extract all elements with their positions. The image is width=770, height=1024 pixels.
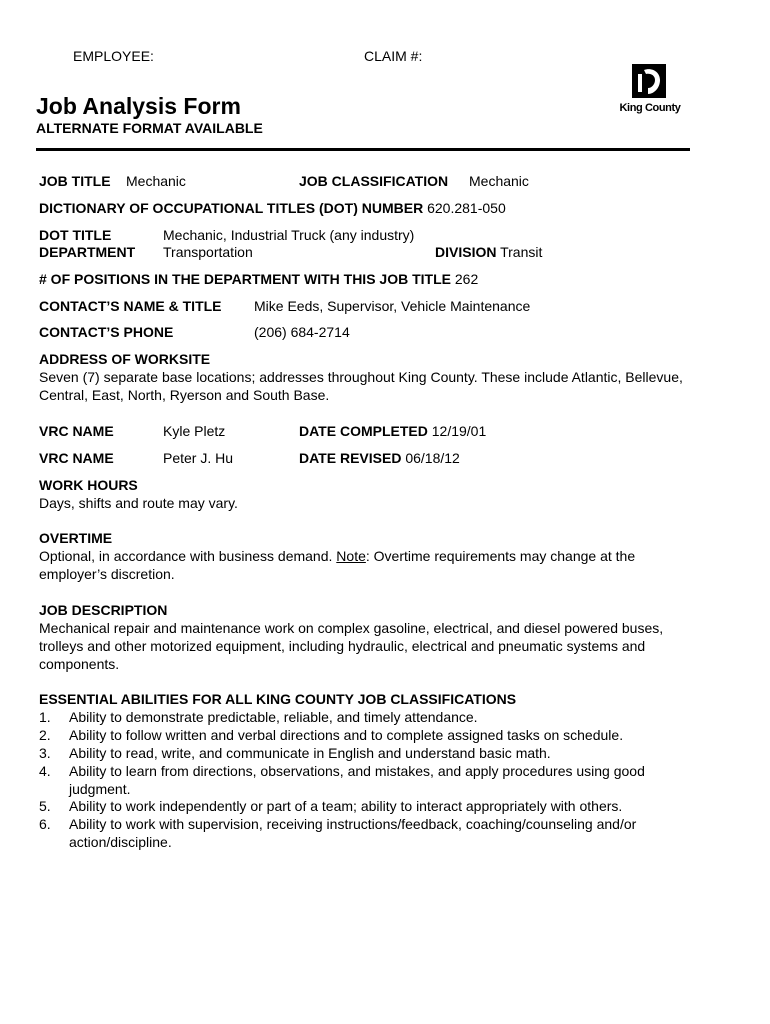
- date-completed-row: [299, 422, 486, 440]
- ability-item: Ability to demonstrate predictable, reliable, and timely attendance.: [69, 709, 478, 725]
- ability-number: 5.: [39, 798, 51, 814]
- division-row: [435, 243, 542, 261]
- dot-number-row: [39, 199, 506, 217]
- overtime-text-b: : Overtime requirements may change at the employer’s discretion.: [39, 548, 636, 582]
- ability-number: 4.: [39, 763, 51, 779]
- svg-text:King County: King County: [619, 102, 681, 114]
- contact-phone-label: CONTACT’S PHONE: [39, 324, 174, 340]
- division-label: DIVISION: [435, 244, 497, 260]
- abilities-heading: ESSENTIAL ABILITIES FOR ALL KING COUNTY JOB CLASSIFICATIONS: [39, 691, 517, 707]
- page-title: Job Analysis Form: [36, 93, 241, 119]
- vrc-name-label-2: VRC NAME: [39, 450, 114, 466]
- ability-number: 2.: [39, 727, 51, 743]
- positions-value: 262: [454, 271, 479, 287]
- dot-title-value: Mechanic, Industrial Truck (any industry): [163, 227, 415, 243]
- job-description-text: Mechanical repair and maintenance work on complex gasoline, electrical, and diesel powered buses, trolleys and other motorized equipment, including hydraulic, electrical and pneumatic systems and components.: [39, 620, 664, 672]
- contact-name-value: Mike Eeds, Supervisor, Vehicle Maintenance: [254, 298, 531, 314]
- vrc-name-label-1: VRC NAME: [39, 423, 114, 439]
- department-value: Transportation: [163, 244, 253, 260]
- date-completed-label: DATE COMPLETED: [299, 423, 428, 439]
- ability-item: Ability to learn from directions, observations, and mistakes, and apply procedures using good judgment.: [69, 763, 645, 797]
- division-value: Transit: [500, 244, 543, 260]
- ability-number: 3.: [39, 745, 51, 761]
- department-label: DEPARTMENT: [39, 244, 136, 260]
- work-hours-text: Days, shifts and route may vary.: [39, 495, 238, 511]
- ability-number: 6.: [39, 816, 51, 832]
- positions-row: [39, 270, 478, 288]
- address-heading: ADDRESS OF WORKSITE: [39, 351, 211, 367]
- ability-item: Ability to follow written and verbal directions and to complete assigned tasks on schedule.: [69, 727, 624, 743]
- vrc-name-value-2: Peter J. Hu: [163, 450, 234, 466]
- contact-phone-value: (206) 684-2714: [254, 324, 350, 340]
- overtime-heading: OVERTIME: [39, 530, 113, 546]
- ability-item: Ability to work with supervision, receiving instructions/feedback, coaching/counseling and/or action/discipline.: [69, 816, 637, 850]
- king-county-logo-icon: [614, 64, 686, 116]
- date-revised-row: [299, 449, 460, 467]
- positions-label: # OF POSITIONS IN THE DEPARTMENT WITH THIS JOB TITLE: [39, 271, 451, 287]
- vrc-name-value-1: Kyle Pletz: [163, 423, 226, 439]
- job-title-label: JOB TITLE: [39, 173, 111, 189]
- job-classification-value: Mechanic: [469, 173, 529, 189]
- overtime-text: [39, 547, 704, 583]
- employee-label: EMPLOYEE:: [73, 48, 154, 64]
- overtime-note: Note: [336, 548, 366, 564]
- date-revised-label: DATE REVISED: [299, 450, 402, 466]
- claim-label: CLAIM #:: [364, 48, 423, 64]
- job-title-value: Mechanic: [126, 173, 186, 189]
- ability-number: 1.: [39, 709, 51, 725]
- contact-name-label: CONTACT’S NAME & TITLE: [39, 298, 222, 314]
- overtime-text-a: Optional, in accordance with business demand.: [39, 548, 333, 564]
- job-description-heading: JOB DESCRIPTION: [39, 602, 168, 618]
- ability-item: Ability to work independently or part of a team; ability to interact appropriately with others.: [69, 798, 623, 814]
- work-hours-heading: WORK HOURS: [39, 477, 138, 493]
- header-rule: [36, 148, 690, 151]
- date-completed-value: 12/19/01: [431, 423, 487, 439]
- ability-item: Ability to read, write, and communicate in English and understand basic math.: [69, 745, 551, 761]
- dot-number-value: 620.281-050: [427, 200, 506, 216]
- king-county-logo: [614, 64, 686, 116]
- address-text: Seven (7) separate base locations; addresses throughout King County. These include Atlantic, Bellevue, Central, East, North, Ryerson and South Base.: [39, 369, 683, 403]
- date-revised-value: 06/18/12: [405, 450, 460, 466]
- page-subtitle: ALTERNATE FORMAT AVAILABLE: [36, 120, 263, 136]
- job-classification-label: JOB CLASSIFICATION: [299, 173, 449, 189]
- dot-number-label: DICTIONARY OF OCCUPATIONAL TITLES (DOT) NUMBER: [39, 200, 424, 216]
- dot-title-label: DOT TITLE: [39, 227, 112, 243]
